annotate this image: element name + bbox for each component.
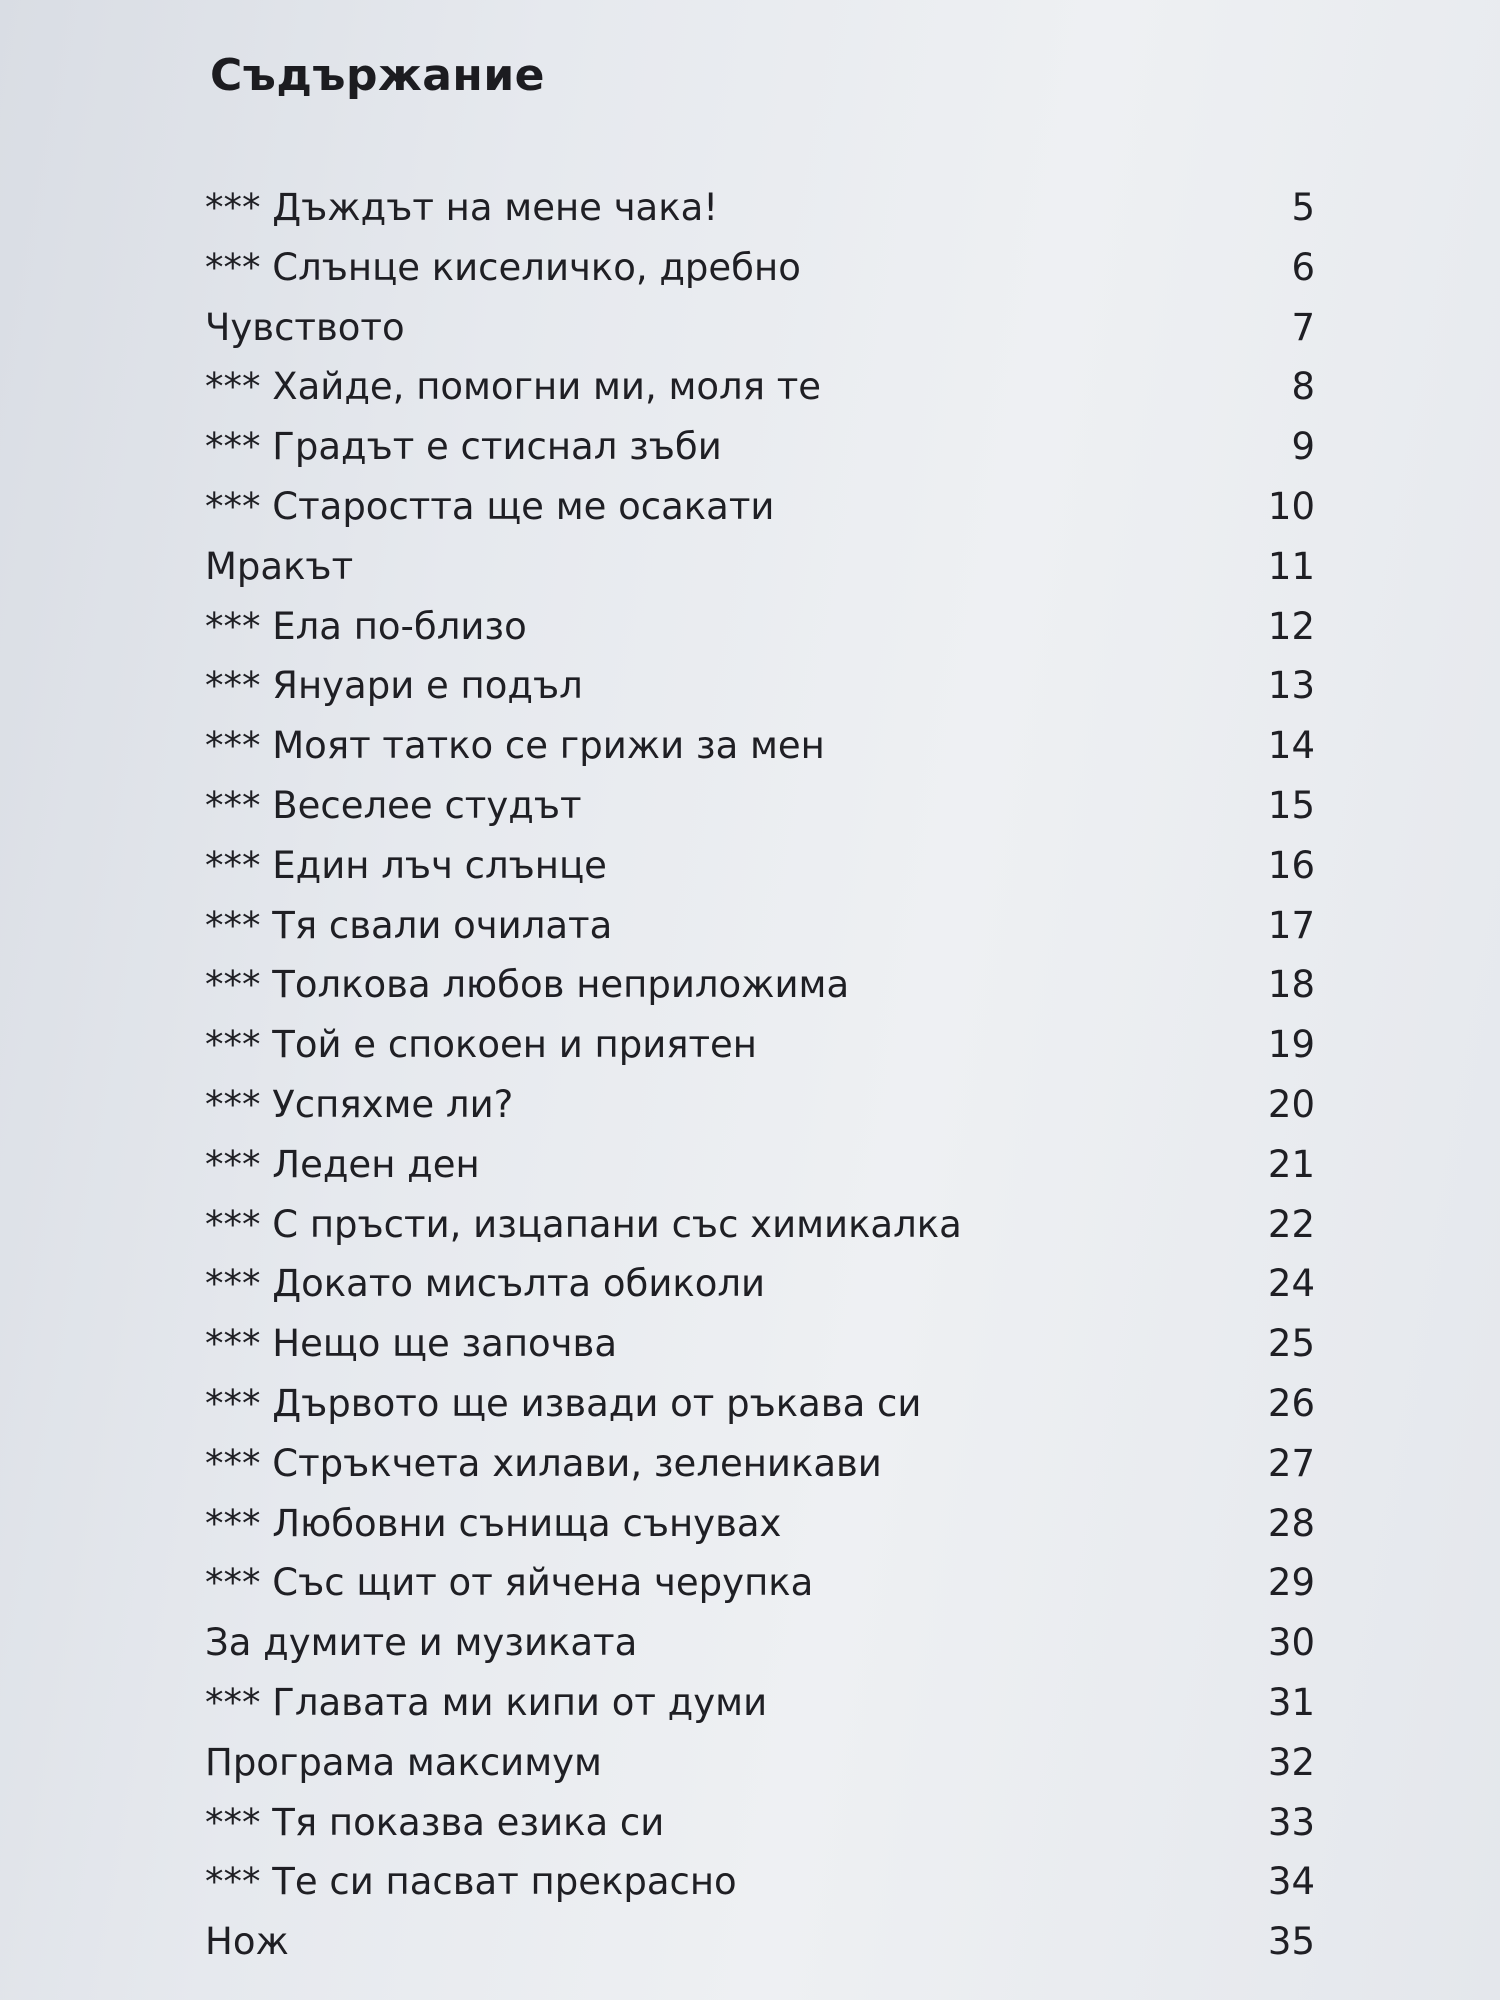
toc-entry-title: *** Главата ми кипи от думи — [205, 1680, 768, 1724]
toc-entry — [205, 1374, 1315, 1434]
toc-entry-title: *** Моят татко се грижи за мен — [205, 724, 825, 768]
toc-entry-title: *** Стръкчета хилави, зеленикави — [205, 1441, 882, 1485]
toc-entry-title: Чувството — [205, 305, 405, 349]
toc-entry — [205, 836, 1315, 896]
toc-entry-title: *** Нещо ще започва — [205, 1322, 617, 1366]
toc-entry-page-number: 13 — [1267, 664, 1315, 708]
toc-entry — [205, 1733, 1315, 1793]
toc-entry-page-number: 33 — [1267, 1800, 1315, 1844]
toc-entry-page-number: 15 — [1267, 783, 1315, 827]
toc-entry-page-number: 9 — [1291, 425, 1315, 469]
toc-entry — [205, 656, 1315, 716]
toc-entry — [205, 716, 1315, 776]
toc-entry — [205, 1195, 1315, 1255]
toc-entry-title: *** Докато мисълта обиколи — [205, 1262, 766, 1306]
toc-entry — [205, 238, 1315, 298]
toc-entry — [205, 357, 1315, 417]
toc-entry-title: За думите и музиката — [205, 1621, 638, 1665]
toc-entry-page-number: 10 — [1267, 484, 1315, 528]
toc-entry — [205, 1434, 1315, 1494]
toc-entry — [205, 1912, 1315, 1972]
toc-entry-page-number: 7 — [1291, 305, 1315, 349]
toc-entry-page-number: 22 — [1267, 1202, 1315, 1246]
toc-entry-page-number: 25 — [1267, 1322, 1315, 1366]
toc-entry-title: Нож — [205, 1920, 289, 1964]
toc-entry-title: *** Слънце киселичко, дребно — [205, 245, 801, 289]
toc-entry-page-number: 31 — [1267, 1680, 1315, 1724]
table-of-contents — [205, 178, 1315, 1972]
toc-entry-page-number: 6 — [1291, 245, 1315, 289]
toc-entry — [205, 1793, 1315, 1853]
toc-entry-page-number: 26 — [1267, 1381, 1315, 1425]
toc-entry — [205, 298, 1315, 358]
toc-entry-title: *** Дървото ще извади от ръкава си — [205, 1381, 922, 1425]
toc-entry — [205, 1254, 1315, 1314]
toc-entry-title: *** Тя свали очилата — [205, 903, 613, 947]
toc-entry — [205, 1135, 1315, 1195]
toc-entry-page-number: 27 — [1267, 1441, 1315, 1485]
toc-entry — [205, 896, 1315, 956]
toc-entry-page-number: 16 — [1267, 843, 1315, 887]
toc-entry — [205, 537, 1315, 597]
toc-entry-page-number: 24 — [1267, 1262, 1315, 1306]
toc-entry — [205, 597, 1315, 657]
toc-entry-page-number: 14 — [1267, 724, 1315, 768]
toc-entry-title: *** Леден ден — [205, 1142, 480, 1186]
toc-entry-title: *** Един лъч слънце — [205, 843, 607, 887]
toc-entry-page-number: 32 — [1267, 1740, 1315, 1784]
toc-entry-title: *** Той е спокоен и приятен — [205, 1023, 758, 1067]
toc-entry — [205, 1075, 1315, 1135]
toc-entry-page-number: 12 — [1267, 604, 1315, 648]
toc-entry-page-number: 34 — [1267, 1860, 1315, 1904]
toc-entry-title: *** Те си пасват прекрасно — [205, 1860, 737, 1904]
toc-entry-page-number: 18 — [1267, 963, 1315, 1007]
toc-entry-page-number: 29 — [1267, 1561, 1315, 1605]
toc-entry-title: *** Веселее студът — [205, 783, 582, 827]
toc-entry — [205, 178, 1315, 238]
toc-entry — [205, 1015, 1315, 1075]
toc-entry-title: *** Тя показва езика си — [205, 1800, 665, 1844]
toc-entry-page-number: 20 — [1267, 1082, 1315, 1126]
toc-entry — [205, 417, 1315, 477]
toc-entry-title: *** Старостта ще ме осакати — [205, 484, 775, 528]
toc-entry — [205, 1553, 1315, 1613]
toc-entry — [205, 1314, 1315, 1374]
toc-entry-page-number: 11 — [1267, 544, 1315, 588]
toc-entry-title: *** Успяхме ли? — [205, 1082, 514, 1126]
toc-entry-title: *** Любовни сънища сънувах — [205, 1501, 782, 1545]
toc-entry-page-number: 28 — [1267, 1501, 1315, 1545]
toc-entry-page-number: 21 — [1267, 1142, 1315, 1186]
toc-entry-title: *** С пръсти, изцапани със химикалка — [205, 1202, 962, 1246]
toc-entry-title: *** Градът е стиснал зъби — [205, 425, 722, 469]
toc-entry-title: *** Ела по-близо — [205, 604, 527, 648]
toc-entry — [205, 1613, 1315, 1673]
toc-entry — [205, 1494, 1315, 1554]
toc-entry-title: *** Хайде, помогни ми, моля те — [205, 365, 822, 409]
toc-entry-title: *** Със щит от яйчена черупка — [205, 1561, 814, 1605]
toc-entry-page-number: 35 — [1267, 1920, 1315, 1964]
toc-entry-title: *** Дъждът на мене чака! — [205, 186, 719, 229]
toc-entry — [205, 1673, 1315, 1733]
toc-entry — [205, 955, 1315, 1015]
toc-entry-title: Програма максимум — [205, 1740, 602, 1784]
page-title: Съдържание — [210, 50, 545, 101]
toc-entry-page-number: 8 — [1291, 365, 1315, 409]
toc-entry-page-number: 30 — [1267, 1621, 1315, 1665]
toc-entry-page-number: 19 — [1267, 1023, 1315, 1067]
toc-entry-title: *** Толкова любов неприложима — [205, 963, 850, 1007]
toc-entry — [205, 1852, 1315, 1912]
toc-entry-page-number: 5 — [1291, 186, 1315, 229]
toc-entry-title: Мракът — [205, 544, 354, 588]
toc-entry-page-number: 17 — [1267, 903, 1315, 947]
toc-entry — [205, 477, 1315, 537]
toc-entry — [205, 776, 1315, 836]
toc-entry-title: *** Януари е подъл — [205, 664, 583, 708]
